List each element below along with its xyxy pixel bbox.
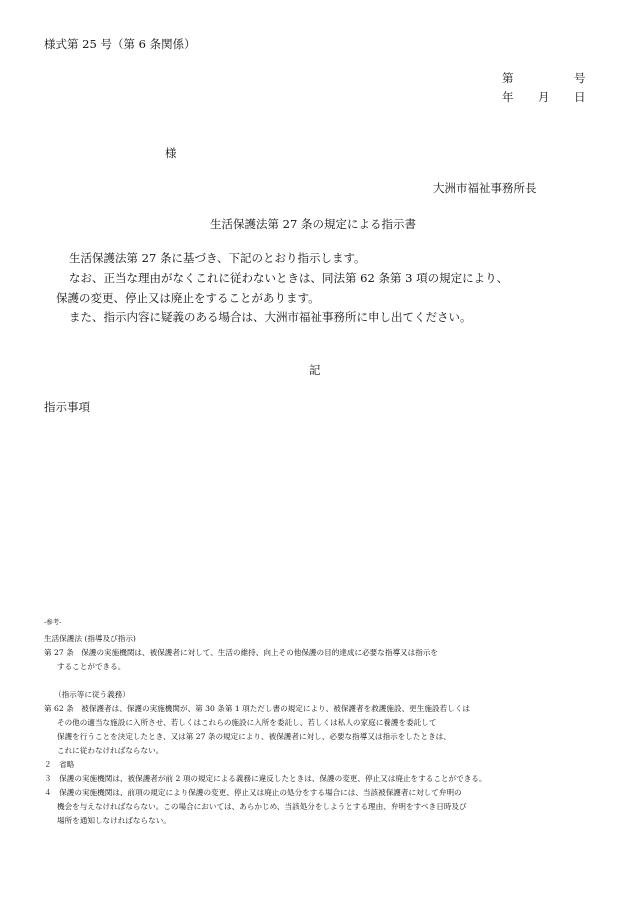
art27-line: することができる。 [57,662,126,671]
reference-law-title: 生活保護法 (指導及び指示) [44,634,136,643]
reference-header: -参考- [44,618,62,626]
body-line: 生活保護法第 27 条に基づき、下記のとおり指示します。 [69,251,366,265]
art62-para4-line: 機会を与えなければならない。この場合においては、あらかじめ、当該処分をしようとする理由、弁明をすべき日時及び [57,802,467,811]
art62-line: 保護を行うことを決定したとき、又は第 27 条の規定により、被保護者に対し、必要な指導又は指示をしたときは、 [57,732,451,741]
art62-heading: （指示等に従う義務） [54,690,130,699]
art62-para3: ３ 保護の実施機関は、被保護者が前 2 項の規定による義務に違反したときは、保護の変更、停止又は廃止をすることができる。 [44,774,487,783]
art27-line: 第 27 条 保護の実施機関は、被保護者に対して、生活の維持、向上その他保護の目的達成に必要な指導又は指示を [44,648,439,657]
addressee-suffix: 様 [165,146,177,160]
body-line: また、指示内容に疑義のある場合は、大洲市福祉事務所に申し出てください。 [69,310,472,324]
date-month: 月 [538,90,550,104]
art62-line: これに従わなければならない。 [57,746,164,755]
issuer: 大洲市福祉事務所長 [433,181,537,195]
doc-number-go: 号 [574,71,586,85]
art62-para2: ２ 省略 [44,760,75,769]
art62-line: 第 62 条 被保護者は、保護の実施機関が、第 30 条第 1 項ただし書の規定により、被保護者を救護施設、更生施設若しくは [44,704,470,713]
art62-line: その他の適当な施設に入所させ、若しくはこれらの施設に入所を委託し、若しくは私人の家庭に養護を委託して [57,718,437,727]
body-line: なお、正当な理由がなくこれに従わないときは、同法第 62 条第 3 項の規定により、 [69,271,509,285]
instructions-label: 指示事項 [44,400,90,414]
date-day: 日 [574,90,586,104]
ki-label: 記 [309,363,321,377]
form-number: 様式第 25 号（第 6 条関係） [44,37,196,51]
document-title: 生活保護法第 27 条の規定による指示書 [210,217,416,231]
body-line: 保護の変更、停止又は廃止をすることがあります。 [56,291,320,305]
date-year: 年 [502,90,514,104]
doc-number-dai: 第 [502,71,514,85]
art62-para4-line: ４ 保護の実施機関は、前項の規定により保護の変更、停止又は廃止の処分をする場合には、当該被保護者に対して弁明の [44,788,462,797]
art62-para4-line: 場所を通知しなければならない。 [57,816,171,825]
